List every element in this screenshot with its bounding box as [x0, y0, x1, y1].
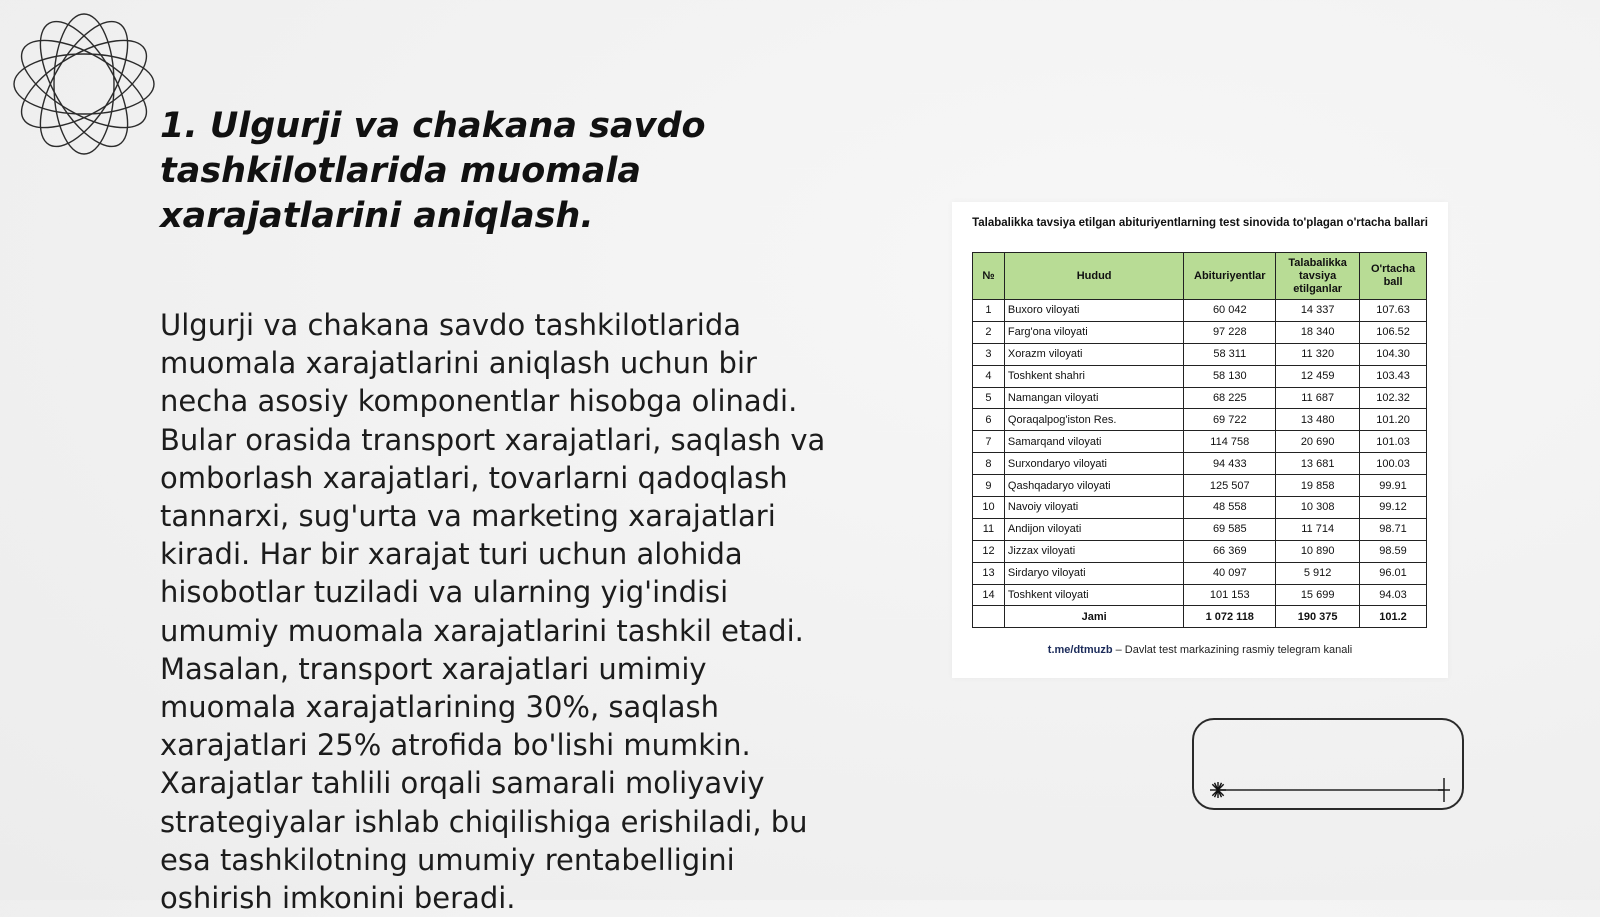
cell-applicants: 97 228 — [1184, 321, 1276, 343]
cell-applicants: 125 507 — [1184, 475, 1276, 497]
source-description: – Davlat test markazining rasmiy telegram kanali — [1112, 644, 1353, 656]
col-header-region: Hudud — [1004, 253, 1183, 300]
cell-avg: 101.20 — [1360, 409, 1427, 431]
table-row — [973, 431, 1427, 453]
cell-region: Navoiy viloyati — [1004, 497, 1183, 519]
decorative-slider-frame — [1192, 718, 1464, 810]
cell-avg: 100.03 — [1360, 453, 1427, 475]
cell-avg: 94.03 — [1360, 584, 1427, 606]
cell-num: 12 — [973, 540, 1005, 562]
cell-applicants: 48 558 — [1184, 497, 1276, 519]
cell-num: 7 — [973, 431, 1005, 453]
cell-region: Sirdaryo viloyati — [1004, 562, 1183, 584]
cell-avg: 96.01 — [1360, 562, 1427, 584]
table-row — [973, 518, 1427, 540]
cell-num: 14 — [973, 584, 1005, 606]
col-header-recommended: Talabalikka tavsiya etilganlar — [1276, 253, 1360, 300]
source-telegram-link[interactable]: t.me/dtmuzb — [1047, 644, 1113, 656]
cell-avg: 104.30 — [1360, 343, 1427, 365]
cell-avg: 103.43 — [1360, 365, 1427, 387]
cell-recommended: 5 912 — [1276, 562, 1360, 584]
cell-total-label: Jami — [1004, 606, 1183, 628]
cell-avg: 98.71 — [1360, 518, 1427, 540]
cell-num: 11 — [973, 518, 1005, 540]
table-row — [973, 540, 1427, 562]
cell-region: Xorazm viloyati — [1004, 343, 1183, 365]
cell-avg: 101.03 — [1360, 431, 1427, 453]
crosshair-icon — [1438, 778, 1450, 802]
cell-recommended: 10 890 — [1276, 540, 1360, 562]
cell-num: 9 — [973, 475, 1005, 497]
cell-total-applicants: 1 072 118 — [1184, 606, 1276, 628]
table-row — [973, 584, 1427, 606]
cell-num: 5 — [973, 387, 1005, 409]
cell-recommended: 11 687 — [1276, 387, 1360, 409]
cell-recommended: 10 308 — [1276, 497, 1360, 519]
table-row — [973, 497, 1427, 519]
table-row — [973, 453, 1427, 475]
table-row — [973, 387, 1427, 409]
cell-recommended: 11 320 — [1276, 343, 1360, 365]
cell-applicants: 69 585 — [1184, 518, 1276, 540]
cell-num: 3 — [973, 343, 1005, 365]
cell-num: 10 — [973, 497, 1005, 519]
table-row — [973, 409, 1427, 431]
table-source-caption — [952, 644, 1448, 656]
cell-avg: 98.59 — [1360, 540, 1427, 562]
cell-avg: 99.91 — [1360, 475, 1427, 497]
cell-region: Andijon viloyati — [1004, 518, 1183, 540]
col-header-applicants: Abituriyentlar — [1184, 253, 1276, 300]
regional-scores-table — [972, 252, 1427, 628]
table-row — [973, 300, 1427, 322]
cell-region: Farg'ona viloyati — [1004, 321, 1183, 343]
slide-body-text: Ulgurji va chakana savdo tashkilotlarida muomala xarajatlarini aniqlash uchun bir necha asosiy komponentlar hisobga olinadi. Bular orasida transport xarajatlari, saqlash va omborlash xarajatlari, tovarlarni qadoqlash tannarxi, sug'urta va marketing xarajatlari kiradi. Har bir xarajat turi uchun alohida hisobotlar tuziladi va ularning yig'indisi umumiy muomala xarajatlarini tashkil etadi. Masalan, transport xarajatlari umimiy muomala xarajatlarining 30%, saqlash xarajatlari 25% atrofida bo'lishi mumkin. Xarajatlar tahlili orqali samarali moliyaviy strategiyalar ishlab chiqilishiga erishiladi, bu esa tashkilotning umumiy rentabelligini oshirish imkonini beradi. — [160, 308, 826, 916]
cell-applicants: 66 369 — [1184, 540, 1276, 562]
slider-line-graphic — [1194, 720, 1466, 812]
table-total-row — [973, 606, 1427, 628]
cell-region: Jizzax viloyati — [1004, 540, 1183, 562]
circular-ring-logo-icon — [10, 10, 158, 158]
cell-recommended: 18 340 — [1276, 321, 1360, 343]
table-row — [973, 343, 1427, 365]
col-header-num: № — [973, 253, 1005, 300]
sunburst-icon — [1210, 782, 1226, 798]
cell-applicants: 58 311 — [1184, 343, 1276, 365]
cell-recommended: 13 681 — [1276, 453, 1360, 475]
cell-total-avg: 101.2 — [1360, 606, 1427, 628]
cell-avg: 106.52 — [1360, 321, 1427, 343]
cell-applicants: 101 153 — [1184, 584, 1276, 606]
cell-applicants: 94 433 — [1184, 453, 1276, 475]
slide-title: 1. Ulgurji va chakana savdo tashkilotlarida muomala xarajatlarini aniqlash. — [160, 106, 706, 236]
cell-region: Buxoro viloyati — [1004, 300, 1183, 322]
cell-recommended: 11 714 — [1276, 518, 1360, 540]
cell-num: 4 — [973, 365, 1005, 387]
cell-applicants: 60 042 — [1184, 300, 1276, 322]
cell-recommended: 14 337 — [1276, 300, 1360, 322]
cell-applicants: 69 722 — [1184, 409, 1276, 431]
cell-recommended: 19 858 — [1276, 475, 1360, 497]
cell-num: 13 — [973, 562, 1005, 584]
cell-applicants: 58 130 — [1184, 365, 1276, 387]
table-header-row — [973, 253, 1427, 300]
table-row — [973, 321, 1427, 343]
cell-applicants: 40 097 — [1184, 562, 1276, 584]
cell-region: Surxondaryo viloyati — [1004, 453, 1183, 475]
cell-num: 2 — [973, 321, 1005, 343]
cell-recommended: 15 699 — [1276, 584, 1360, 606]
cell-recommended: 12 459 — [1276, 365, 1360, 387]
cell-applicants: 114 758 — [1184, 431, 1276, 453]
cell-total-recommended: 190 375 — [1276, 606, 1360, 628]
cell-region: Toshkent shahri — [1004, 365, 1183, 387]
cell-region: Qoraqalpog'iston Res. — [1004, 409, 1183, 431]
cell-num: 6 — [973, 409, 1005, 431]
cell-applicants: 68 225 — [1184, 387, 1276, 409]
cell-recommended: 20 690 — [1276, 431, 1360, 453]
table-title: Talabalikka tavsiya etilgan abituriyentlarning test sinovida to'plagan o'rtacha ballari — [972, 217, 1428, 229]
cell-region: Qashqadaryo viloyati — [1004, 475, 1183, 497]
table-row — [973, 365, 1427, 387]
cell-region: Samarqand viloyati — [1004, 431, 1183, 453]
cell-num: 1 — [973, 300, 1005, 322]
table-row — [973, 475, 1427, 497]
cell-avg: 99.12 — [1360, 497, 1427, 519]
cell-recommended: 13 480 — [1276, 409, 1360, 431]
cell-num-empty — [973, 606, 1005, 628]
cell-num: 8 — [973, 453, 1005, 475]
col-header-avg: O'rtacha ball — [1360, 253, 1427, 300]
cell-region: Namangan viloyati — [1004, 387, 1183, 409]
cell-region: Toshkent viloyati — [1004, 584, 1183, 606]
cell-avg: 107.63 — [1360, 300, 1427, 322]
table-image-card — [952, 202, 1448, 678]
table-row — [973, 562, 1427, 584]
cell-avg: 102.32 — [1360, 387, 1427, 409]
